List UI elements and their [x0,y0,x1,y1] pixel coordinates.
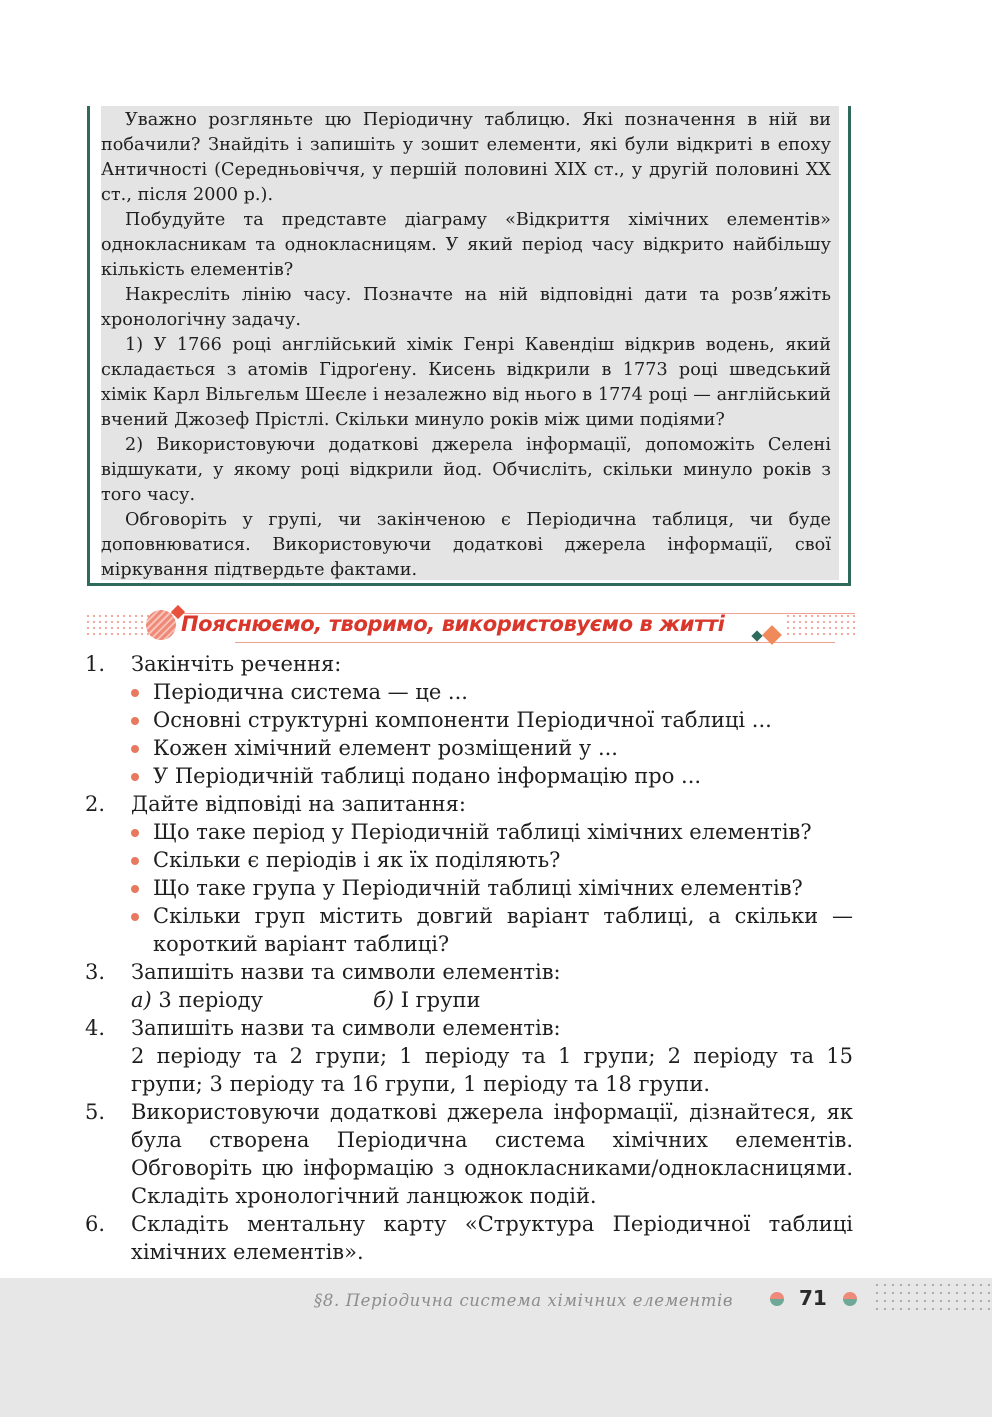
bullet-icon [131,717,139,725]
bullet-icon [131,689,139,697]
task-paragraph: 1) У 1766 році англійський хімік Генрі Кавендіш відкрив водень, який складається з атомів Гідроґену. Кисень відкрили в 1773 році шведський хімік Карл Вільгельм Шеєле і незалежно від нього в 1774 році — англійський вчений Джозеф Прістлі. Скільки минуло років між цими подіями? [101,335,831,430]
bullet-icon [131,857,139,865]
bullet-icon [131,885,139,893]
task-paragraph: Обговоріть у групі, чи закінченою є Періодична таблиця, чи буде доповнюватися. Використовуючи додаткові джерела інформації, свої міркування підтвердьте фактами. [101,510,831,580]
bullet-icon [131,829,139,837]
page-number: 71 [799,1286,827,1310]
question-number: 3. [85,960,106,984]
question-number: 2. [85,792,106,816]
list-item: Скільки груп містить довгий варіант таблиці, а скільки — короткий варіант таблиці? [131,902,853,958]
question-detail: 2 періоду та 2 групи; 1 періоду та 1 групи; 2 періоду та 15 групи; 3 періоду та 16 групи, 1 періоду та 18 групи. [131,1044,853,1096]
circle-icon [843,1292,857,1306]
question-text: Запишіть назви та символи елементів: [131,960,561,984]
question-text: Дайте відповіді на запитання: [131,792,466,816]
circle-icon [770,1292,784,1306]
bullet-icon [131,773,139,781]
question-number: 1. [85,652,106,676]
task-paragraph: Накресліть лінію часу. Позначте на ній відповідні дати та розв’яжіть хронологічну задачу. [101,285,831,330]
task-paragraph: 2) Використовуючи додаткові джерела інформації, допоможіть Селені відшукати, у якому році відкрили йод. Обчисліть, скільки минуло років з того часу. [101,435,831,505]
task-box-content [101,106,839,580]
decorative-dots-right [785,613,855,635]
question-text: Запишіть назви та символи елементів: [131,1016,561,1040]
bullet-icon [131,745,139,753]
divider [235,642,835,643]
question-text: Закінчіть речення: [131,652,342,676]
running-footer-title: §8. Періодична система хімічних елементів [314,1291,734,1310]
bullet-icon [131,913,139,921]
task-paragraph: Побудуйте та представте діаграму «Відкриття хімічних елементів» однокласникам та однокласницям. У який період часу відкрито найбільшу кількість елементів? [101,210,831,280]
task-paragraph: Уважно розгляньте цю Періодичну таблицю. Які позначення в ній ви побачили? Знайдіть і запишіть у зошит елементи, які були відкриті в епоху Античності (Середньовіччя, у першій половині XIX ст., у другій половині XX ст., після 2000 р.). [101,110,831,205]
section-title: Пояснюємо, творимо, використовуємо в житті [181,612,725,636]
task-box [87,106,851,586]
question-number: 5. [85,1100,106,1124]
option-a: а) 3 періоду [131,988,263,1012]
question-number: 4. [85,1016,106,1040]
section-header [85,604,855,650]
option-b: б) I групи [373,988,481,1012]
diamond-icon [751,630,762,641]
question-text: Використовуючи додаткові джерела інформації, дізнайтеся, як була створена Періодична система хімічних елементів. Обговоріть цю інформацію з однокласниками/однокласницями. Складіть хронологічний ланцюжок подій. [131,1100,853,1208]
question-number: 6. [85,1212,106,1236]
decorative-dots [873,1281,992,1315]
page-footer [0,1278,992,1417]
striped-circle-icon [146,610,176,640]
question-text: Складіть ментальну карту «Структура Періодичної таблиці хімічних елементів». [131,1212,853,1264]
